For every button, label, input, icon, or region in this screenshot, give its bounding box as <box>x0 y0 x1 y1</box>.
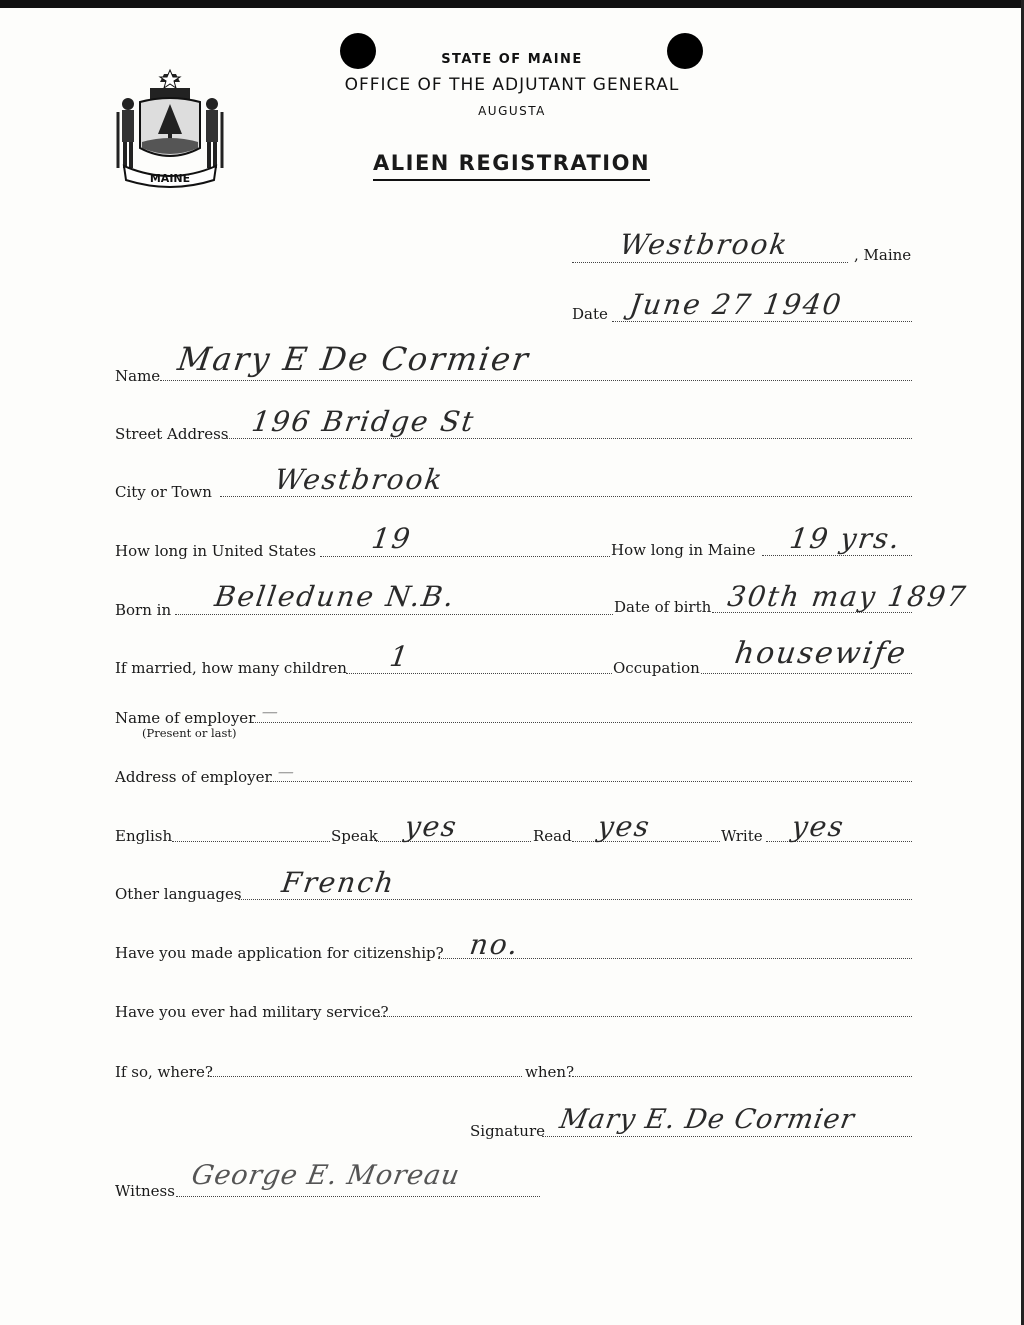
employer-address-value: — <box>276 762 298 781</box>
when-line <box>572 1076 912 1077</box>
witness-label: Witness <box>115 1182 175 1200</box>
street-value: 196 Bridge St <box>249 405 478 438</box>
employer-line <box>252 722 912 723</box>
born-in-label: Born in <box>115 601 172 619</box>
dob-value: 30th may 1897 <box>725 580 970 613</box>
read-label: Read <box>533 827 572 845</box>
signature-line <box>542 1136 912 1137</box>
dob-label: Date of birth <box>614 598 712 616</box>
name-value: Mary E De Cormier <box>175 340 533 378</box>
employer-address-label: Address of employer <box>115 768 272 786</box>
children-label: If married, how many children <box>115 659 347 677</box>
years-us-line <box>320 556 610 557</box>
write-value: yes <box>789 810 848 843</box>
header-city: AUGUSTA <box>478 104 546 118</box>
where-label: If so, where? <box>115 1063 213 1081</box>
city-value: Westbrook <box>272 463 447 496</box>
town-value: Westbrook <box>617 228 792 261</box>
date-line <box>612 321 912 322</box>
employer-value: — <box>260 702 282 721</box>
town-suffix-label: , Maine <box>854 246 912 264</box>
english-line <box>172 841 330 842</box>
when-label: when? <box>525 1063 575 1081</box>
other-languages-line <box>238 899 912 900</box>
citizenship-value: no. <box>467 928 522 961</box>
seal-banner-text: MAINE <box>149 172 191 185</box>
years-us-value: 19 <box>369 522 414 555</box>
occupation-value: housewife <box>732 636 910 671</box>
scan-top-edge <box>0 0 1024 8</box>
speak-label: Speak <box>331 827 378 845</box>
employer-label: Name of employer <box>115 709 256 727</box>
english-label: English <box>115 827 173 845</box>
other-languages-label: Other languages <box>115 885 242 903</box>
years-us-label: How long in United States <box>115 542 317 560</box>
street-label: Street Address <box>115 425 229 443</box>
read-value: yes <box>595 810 654 843</box>
city-line <box>220 496 912 497</box>
speak-value: yes <box>402 810 461 843</box>
maine-state-seal-icon <box>110 68 230 188</box>
town-line <box>572 262 848 263</box>
years-maine-value: 19 yrs. <box>787 522 904 555</box>
signature-value: Mary E. De Cormier <box>557 1104 858 1135</box>
street-line <box>224 438 912 439</box>
occupation-label: Occupation <box>613 659 700 677</box>
military-label: Have you ever had military service? <box>115 1003 389 1021</box>
employer-address-line <box>270 781 912 782</box>
date-value: June 27 1940 <box>627 288 845 321</box>
name-label: Name <box>115 367 161 385</box>
born-in-value: Belledune N.B. <box>212 580 458 613</box>
military-line <box>378 1016 912 1017</box>
signature-label: Signature <box>470 1122 546 1140</box>
city-label: City or Town <box>115 483 212 501</box>
born-in-line <box>175 614 613 615</box>
children-line <box>346 673 612 674</box>
form-title: ALIEN REGISTRATION <box>373 151 650 181</box>
witness-value: George E. Moreau <box>189 1160 463 1191</box>
header-office: OFFICE OF THE ADJUTANT GENERAL <box>344 75 680 95</box>
write-label: Write <box>721 827 763 845</box>
other-languages-value: French <box>279 866 398 899</box>
date-label: Date <box>572 305 608 323</box>
citizenship-label: Have you made application for citizenship? <box>115 944 444 962</box>
years-maine-line <box>762 555 912 556</box>
children-value: 1 <box>387 640 413 673</box>
name-line <box>160 380 912 381</box>
years-maine-label: How long in Maine <box>611 541 756 559</box>
employer-sublabel: (Present or last) <box>142 726 237 740</box>
where-line <box>210 1076 522 1077</box>
header-state: STATE OF MAINE <box>441 52 583 67</box>
occupation-line <box>701 673 912 674</box>
witness-line <box>176 1196 540 1197</box>
